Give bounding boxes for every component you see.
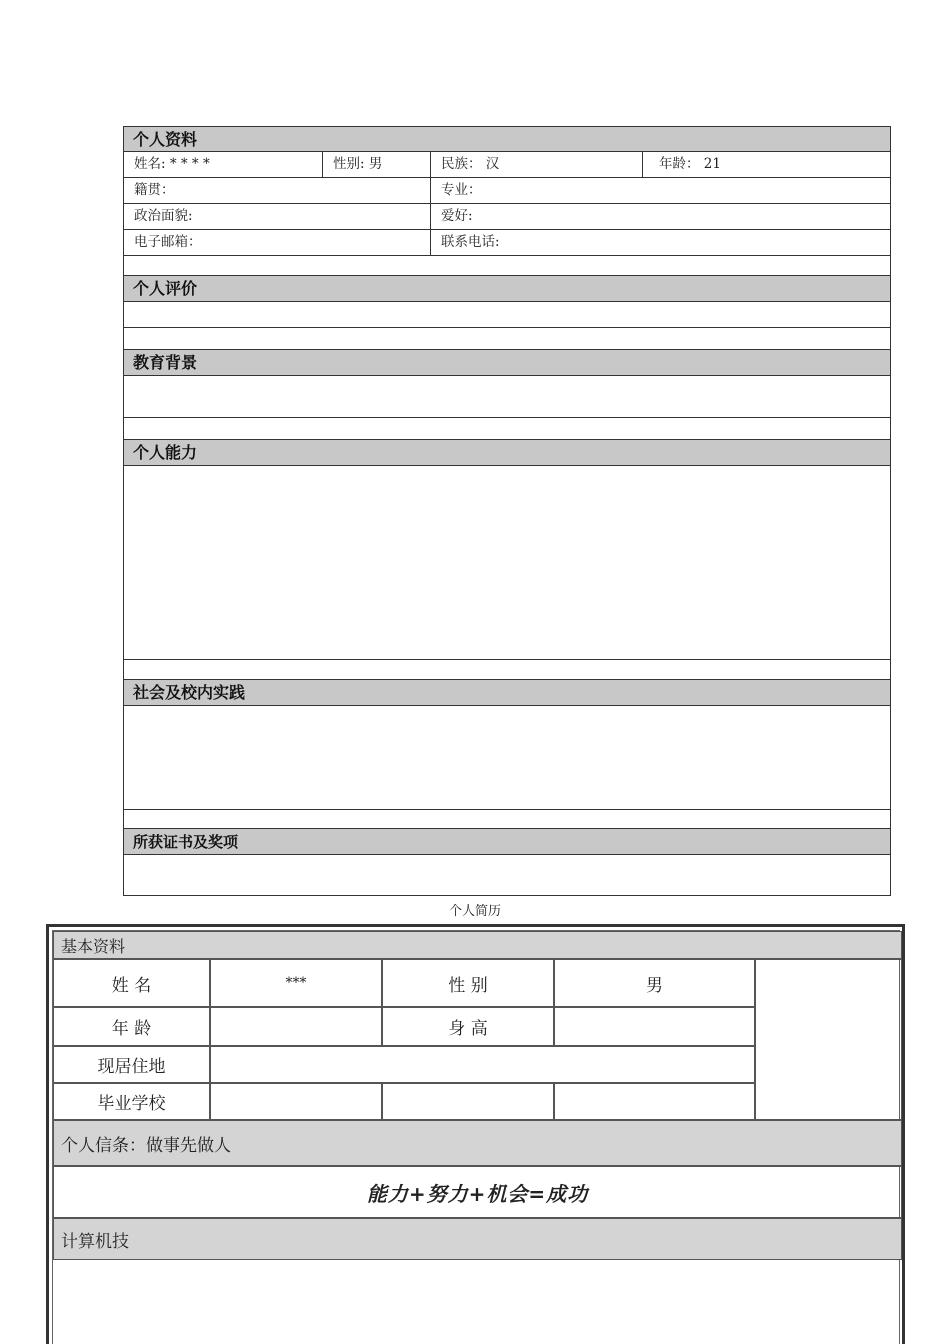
resume-table bbox=[46, 924, 905, 1344]
height-label: 身 高 bbox=[382, 1007, 554, 1046]
info-row-4 bbox=[123, 230, 891, 256]
basic-info-header: 基本资料 bbox=[53, 931, 902, 959]
age-field: 年龄： 21 bbox=[642, 152, 890, 177]
section-header-practice: 社会及校内实践 bbox=[123, 680, 891, 706]
spacer-row bbox=[123, 418, 891, 440]
school-value bbox=[210, 1083, 382, 1120]
school-extra-2 bbox=[554, 1083, 755, 1120]
section-header-personal-info: 个人资料 bbox=[123, 126, 891, 152]
political-status-field: 政治面貌: bbox=[134, 208, 193, 224]
hometown-field: 籍贯： bbox=[134, 182, 175, 198]
email-field: 电子邮箱： bbox=[134, 234, 202, 250]
section-header-self-evaluation: 个人评价 bbox=[123, 276, 891, 302]
practice-content bbox=[123, 706, 891, 810]
spacer-row bbox=[123, 328, 891, 350]
gender-field: 性别: 男 bbox=[322, 152, 430, 177]
residence-value bbox=[210, 1046, 755, 1083]
residence-label: 现居住地 bbox=[53, 1046, 210, 1083]
gender-label: 性 别 bbox=[382, 959, 554, 1007]
name-value: *** bbox=[210, 959, 382, 1007]
hobbies-field: 爱好: bbox=[430, 204, 890, 229]
school-label: 毕业学校 bbox=[53, 1083, 210, 1120]
major-field: 专业： bbox=[430, 178, 890, 203]
school-extra-1 bbox=[382, 1083, 554, 1120]
slogan: 能力+努力+机会=成功 bbox=[53, 1166, 902, 1218]
info-row-2 bbox=[123, 178, 891, 204]
photo-cell bbox=[755, 959, 902, 1120]
section-header-education: 教育背景 bbox=[123, 350, 891, 376]
height-value bbox=[554, 1007, 755, 1046]
motto-row: 个人信条：做事先做人 bbox=[53, 1120, 902, 1166]
phone-field: 联系电话: bbox=[430, 230, 890, 255]
resume-table-inner bbox=[52, 930, 900, 1344]
abilities-content bbox=[123, 466, 891, 660]
name-field: 姓名: * * * * bbox=[134, 156, 210, 172]
age-value bbox=[210, 1007, 382, 1046]
personal-info-form bbox=[123, 126, 891, 896]
spacer-row bbox=[123, 256, 891, 276]
self-evaluation-content bbox=[123, 302, 891, 328]
name-label: 姓 名 bbox=[53, 959, 210, 1007]
education-content bbox=[123, 376, 891, 418]
computer-skills-header: 计算机技 bbox=[53, 1218, 902, 1260]
gender-value: 男 bbox=[554, 959, 755, 1007]
resume-caption: 个人简历 bbox=[448, 904, 501, 919]
section-header-certificates: 所获证书及奖项 bbox=[123, 829, 891, 855]
certificates-content bbox=[123, 855, 891, 896]
age-label: 年 龄 bbox=[53, 1007, 210, 1046]
spacer-row bbox=[123, 660, 891, 680]
ethnicity-field: 民族： 汉 bbox=[430, 152, 642, 177]
info-row-3 bbox=[123, 204, 891, 230]
spacer-row bbox=[123, 810, 891, 829]
info-row-1 bbox=[123, 152, 891, 178]
section-header-abilities: 个人能力 bbox=[123, 440, 891, 466]
